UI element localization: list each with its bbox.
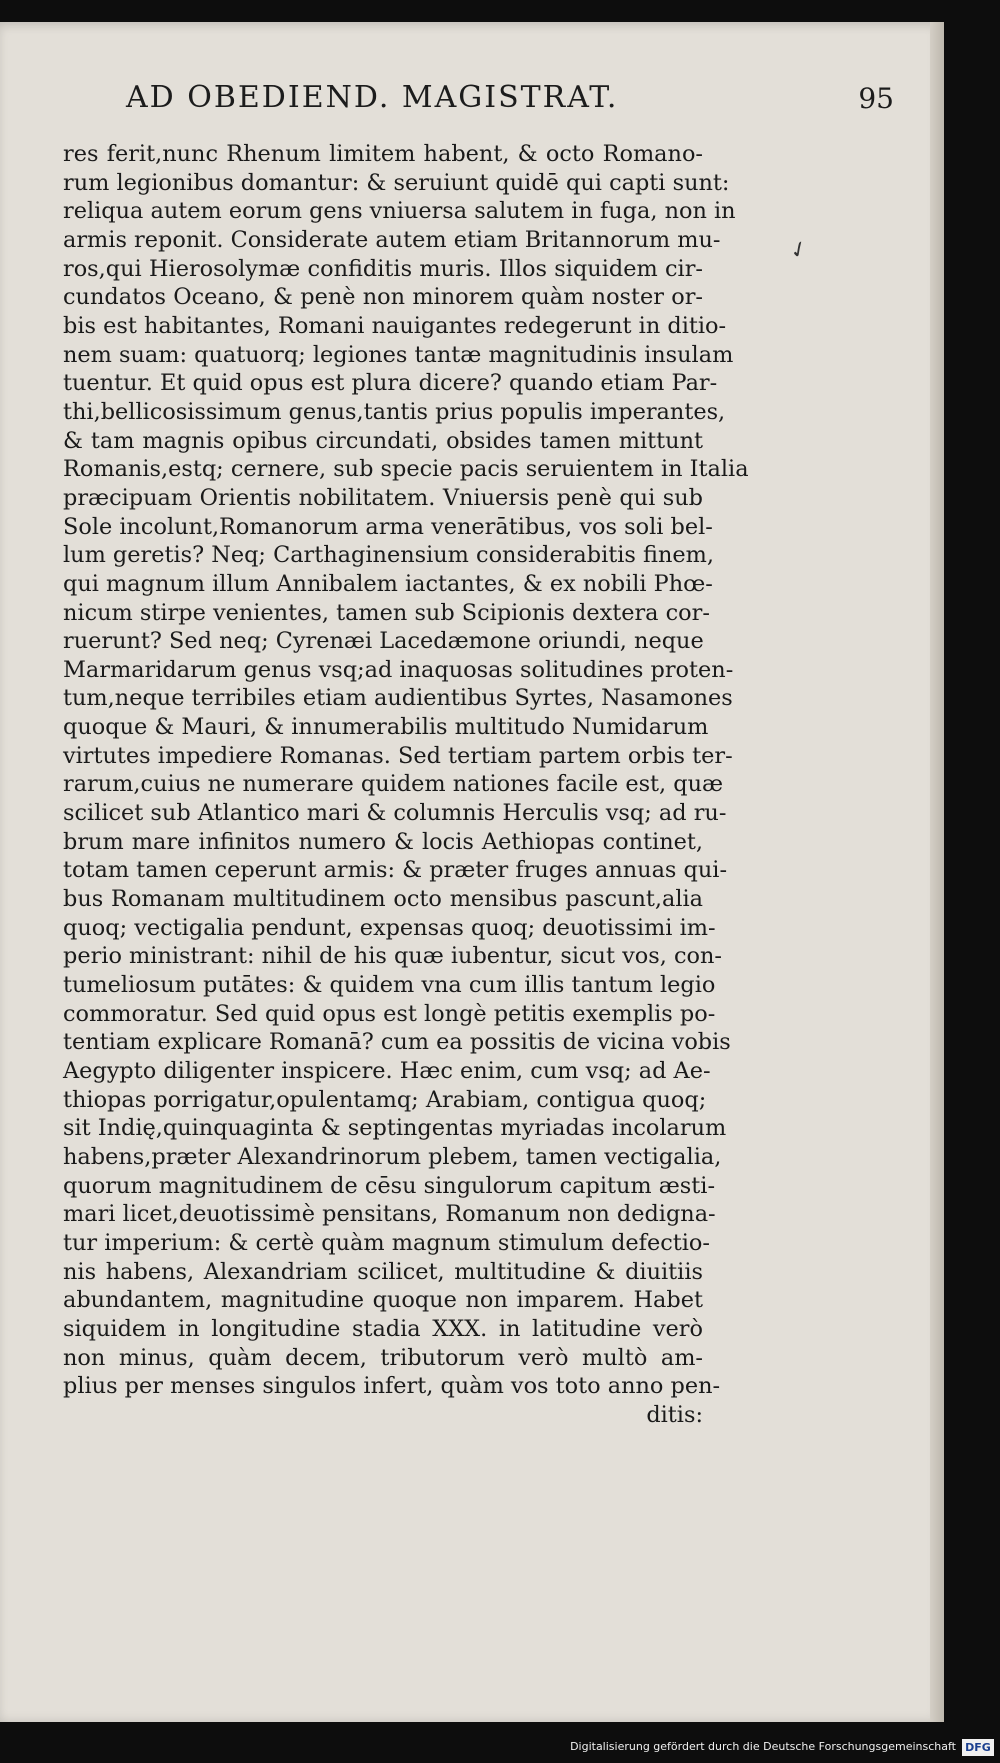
text-line: nis habens, Alexandriam scilicet, multitudine & diuitiis bbox=[63, 1258, 703, 1285]
text-line: brum mare infinitos numero & locis Aethiopas continet, bbox=[63, 828, 703, 855]
text-line: mari licet,deuotissimè pensitans, Romanum non dedigna- bbox=[63, 1201, 716, 1228]
text-line: Aegypto diligenter inspicere. Hæc enim, cum vsq; ad Ae- bbox=[63, 1058, 711, 1084]
text-line: abundantem, magnitudine quoque non imparem. Habet bbox=[63, 1287, 703, 1314]
text-line: bus Romanam multitudinem octo mensibus pascunt,alia bbox=[63, 886, 703, 913]
text-line: reliqua autem eorum gens vniuersa salutem in fuga, non in bbox=[63, 198, 736, 225]
text-line: quoq; vectigalia pendunt, expensas quoq; deuotissimi im- bbox=[63, 914, 716, 941]
text-line: Sole incolunt,Romanorum arma venerātibus, vos soli bel- bbox=[63, 513, 713, 540]
text-line: siquidem in longitudine stadia XXX. in latitudine verò bbox=[63, 1315, 703, 1342]
book-page bbox=[0, 22, 944, 1722]
text-line: nem suam: quatuorq; legiones tantæ magnitudinis insulam bbox=[63, 341, 734, 368]
text-line: sit Indię,quinquaginta & septingentas myriadas incolarum bbox=[63, 1115, 727, 1142]
text-line: qui magnum illum Annibalem iactantes, & ex nobili Phœ- bbox=[63, 570, 713, 597]
text-line: habens,præter Alexandrinorum plebem, tamen vectigalia, bbox=[63, 1143, 722, 1170]
text-line: rum legionibus domantur: & seruiunt quidē qui capti sunt: bbox=[63, 169, 730, 196]
text-line: ruerunt? Sed neq; Cyrenæi Lacedæmone oriundi, neque bbox=[63, 628, 704, 655]
text-line: tum,neque terribiles etiam audientibus Syrtes, Nasamones bbox=[63, 685, 733, 712]
text-line: non minus, quàm decem, tributorum verò multò am- bbox=[63, 1344, 703, 1371]
text-line: tentiam explicare Romanā? cum ea possitis de vicina vobis bbox=[63, 1029, 731, 1056]
text-line: Marmaridarum genus vsq;ad inaquosas solitudines proten- bbox=[63, 656, 734, 683]
running-head bbox=[88, 74, 908, 128]
footer-bar bbox=[0, 1725, 1000, 1763]
body-text bbox=[63, 140, 749, 1430]
text-line: ditis: bbox=[646, 1401, 703, 1428]
text-line: quorum magnitudinem de cēsu singulorum capitum æsti- bbox=[63, 1172, 716, 1199]
text-line: commoratur. Sed quid opus est longè petitis exemplis po- bbox=[63, 1000, 716, 1027]
text-line: res ferit,nunc Rhenum limitem habent, & octo Romano- bbox=[63, 141, 703, 167]
text-line: totam tamen ceperunt armis: & præter fruges annuas qui- bbox=[63, 857, 728, 884]
running-title: AD OBEDIEND. MAGISTRAT. bbox=[126, 80, 619, 115]
text-line: thi,bellicosissimum genus,tantis prius populis imperantes, bbox=[63, 398, 726, 425]
text-line: plius per menses singulos infert, quàm vos toto anno pen- bbox=[63, 1373, 721, 1400]
text-line: tur imperium: & certè quàm magnum stimulum defectio- bbox=[63, 1229, 710, 1256]
text-line: quoque & Mauri, & innumerabilis multitudo Numidarum bbox=[63, 714, 709, 741]
text-line: scilicet sub Atlantico mari & columnis Herculis vsq; ad ru- bbox=[63, 800, 727, 827]
text-line: præcipuam Orientis nobilitatem. Vniuersis penè qui sub bbox=[63, 484, 703, 511]
text-line: tuentur. Et quid opus est plura dicere? quando etiam Par- bbox=[63, 370, 718, 397]
text-line: thiopas porrigatur,opulentamq; Arabiam, contigua quoq; bbox=[63, 1086, 707, 1113]
text-line: ros,qui Hierosolymæ confiditis muris. Illos siquidem cir- bbox=[63, 255, 703, 282]
text-line: tumeliosum putātes: & quidem vna cum illis tantum legio bbox=[63, 972, 716, 999]
text-line: rarum,cuius ne numerare quidem nationes facile est, quæ bbox=[63, 771, 724, 798]
text-line: nicum stirpe venientes, tamen sub Scipionis dextera cor- bbox=[63, 599, 710, 626]
page-number: 95 bbox=[858, 82, 894, 115]
footer-credit: Digitalisierung gefördert durch die Deutsche Forschungsgemeinschaft bbox=[570, 1740, 956, 1753]
dfg-logo: DFG bbox=[962, 1739, 994, 1756]
text-line: & tam magnis opibus circundati, obsides tamen mittunt bbox=[63, 427, 703, 454]
text-line: armis reponit. Considerate autem etiam Britannorum mu- bbox=[63, 226, 721, 253]
page-edge bbox=[930, 22, 944, 1722]
text-line: cundatos Oceano, & penè non minorem quàm noster or- bbox=[63, 284, 703, 311]
text-line: virtutes impediere Romanas. Sed tertiam partem orbis ter- bbox=[63, 742, 733, 769]
text-line: lum geretis? Neq; Carthaginensium considerabitis finem, bbox=[63, 542, 714, 569]
text-line: bis est habitantes, Romani nauigantes redegerunt in ditio- bbox=[63, 312, 727, 339]
text-line: perio ministrant: nihil de his quæ iubentur, sicut vos, con- bbox=[63, 943, 722, 970]
text-line: Romanis,estq; cernere, sub specie pacis seruientem in Italia bbox=[63, 456, 749, 483]
ink-mark-icon: ✓ bbox=[785, 235, 813, 266]
